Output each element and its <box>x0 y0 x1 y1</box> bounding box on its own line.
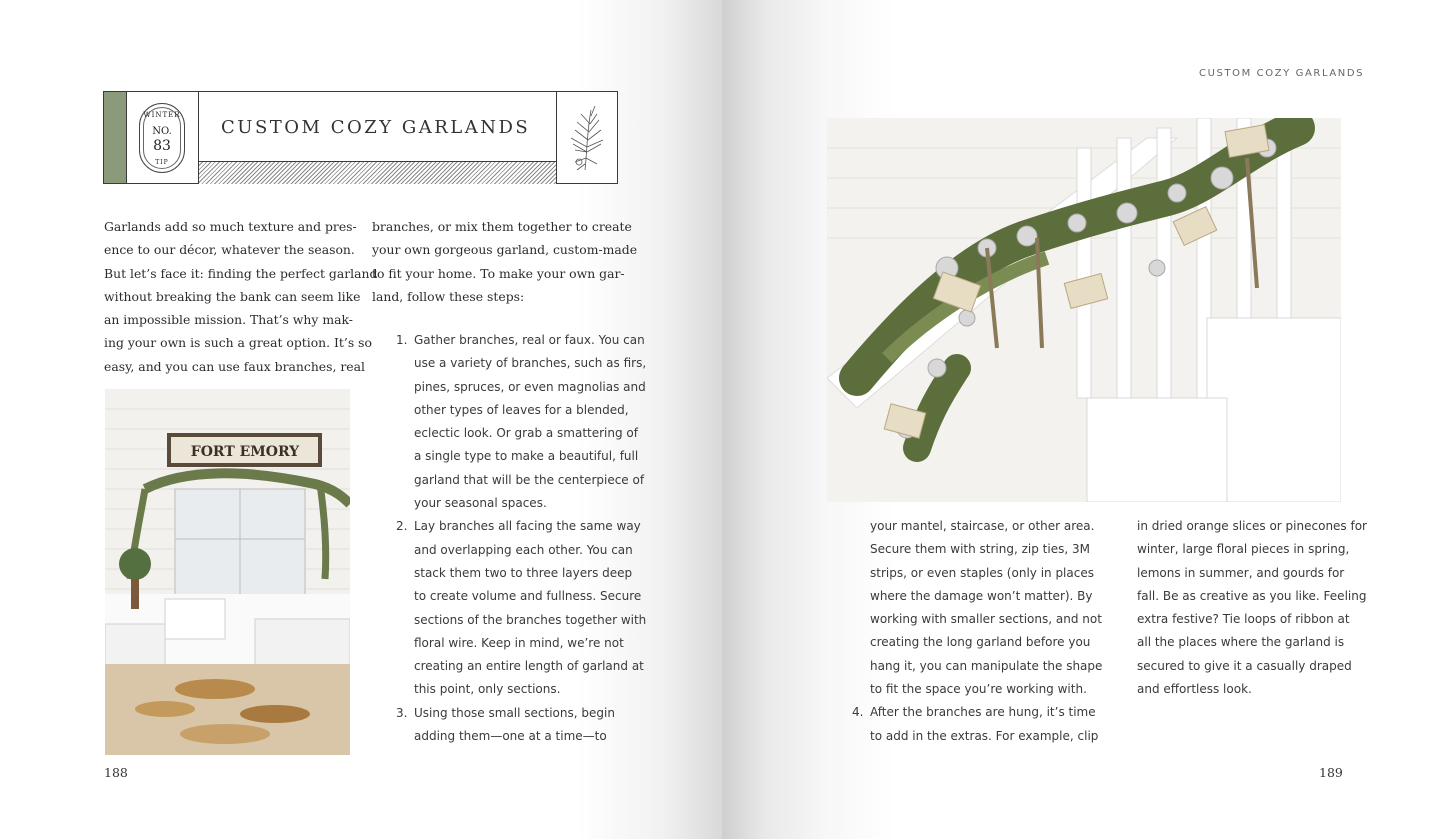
text-line: But let’s face it: finding the perfect garland <box>104 265 378 281</box>
chapter-header <box>103 91 618 184</box>
header-accent-bar <box>104 92 126 183</box>
step-line: floral wire. Keep in mind, we’re not <box>414 635 624 650</box>
badge-label-top: WINTER <box>143 111 181 119</box>
staircase-garland-photo <box>827 118 1341 502</box>
text-line: Garlands add so much texture and pres- <box>104 219 357 234</box>
step-line: use a variety of branches, such as firs, <box>414 356 647 371</box>
badge-cell <box>126 92 199 183</box>
step-4 <box>852 701 1099 748</box>
step-line: Using those small sections, begin <box>414 705 615 720</box>
step-line: a single type to make a beautiful, full <box>414 449 639 464</box>
sprig-cell <box>556 92 617 183</box>
step-line: adding them—one at a time—to <box>414 729 607 744</box>
badge-label-bottom: TIP <box>155 159 169 166</box>
text-line: land, follow these steps: <box>372 288 525 304</box>
text-line: ence to our décor, whatever the season. <box>104 242 355 258</box>
text-line: winter, large floral pieces in spring, <box>1137 542 1350 557</box>
text-line: branches, or mix them together to create <box>372 219 632 234</box>
right-column-2 <box>1137 515 1367 701</box>
step-line: eclectic look. Or grab a smattering of <box>414 426 638 441</box>
step-3 <box>396 702 624 749</box>
text-line: all the places where the garland is <box>1137 635 1345 650</box>
step-1 <box>396 329 647 515</box>
kitchen-garland-photo <box>105 389 350 755</box>
winter-tip-badge <box>139 103 185 173</box>
text-line: Secure them with string, zip ties, 3M <box>870 542 1090 557</box>
badge-number: 83 <box>153 138 171 154</box>
step-number: 1. <box>396 333 408 347</box>
step-line: this point, only sections. <box>414 682 561 697</box>
step-line: sections of the branches together with <box>414 612 647 627</box>
text-line: extra festive? Tie loops of ribbon at <box>1137 612 1350 627</box>
step-line: to create volume and fullness. Secure <box>414 589 642 604</box>
text-line: secured to give it a casually draped <box>1137 658 1352 673</box>
page-number-right: 189 <box>1319 765 1343 780</box>
text-line: lemons in summer, and gourds for <box>1137 565 1345 580</box>
step-number: 2. <box>396 519 408 534</box>
step-line: Gather branches, real or faux. You can <box>414 333 645 347</box>
steps-list <box>396 329 647 748</box>
text-line: fall. Be as creative as you like. Feeling <box>1137 588 1367 603</box>
text-line: working with smaller sections, and not <box>870 612 1102 627</box>
step-line: to add in the extras. For example, clip <box>870 728 1099 743</box>
step-line: stack them two to three layers deep <box>414 565 633 580</box>
left-column-1 <box>104 215 378 378</box>
step-line: Lay branches all facing the same way <box>414 519 641 534</box>
text-line: where the damage won’t matter). By <box>870 588 1093 603</box>
text-line: your own gorgeous garland, custom-made <box>372 242 638 258</box>
sign-text: FORT EMORY <box>190 444 300 460</box>
step-number: 4. <box>852 705 864 720</box>
text-line: ing your own is such a great option. It’s so <box>104 335 372 351</box>
step-line: After the branches are hung, it’s time <box>870 705 1096 720</box>
text-line: and effortless look. <box>1137 682 1252 697</box>
step-line: pines, spruces, or even magnolias and <box>414 379 646 394</box>
step-line: and overlapping each other. You can <box>414 542 633 557</box>
step-2 <box>396 515 647 701</box>
text-line: in dried orange slices or pinecones for <box>1137 519 1367 533</box>
text-line: easy, and you can use faux branches, real <box>104 358 365 374</box>
step-line: other types of leaves for a blended, <box>414 402 629 417</box>
hatch-band <box>199 162 556 184</box>
text-line: to fit your home. To make your own gar- <box>372 265 625 281</box>
text-line: to fit the space you’re working with. <box>870 682 1087 697</box>
chapter-title: CUSTOM COZY GARLANDS <box>221 117 531 138</box>
step-line: your seasonal spaces. <box>414 496 547 511</box>
step-line: garland that will be the centerpiece of <box>414 472 645 487</box>
step-line: creating an entire length of garland at <box>414 659 644 674</box>
badge-no: NO. <box>152 126 172 137</box>
right-column-1 <box>852 515 1103 748</box>
left-column-2 <box>372 215 638 308</box>
text-line: strips, or even staples (only in places <box>870 565 1094 580</box>
running-head: CUSTOM COZY GARLANDS <box>1199 68 1365 79</box>
text-line: an impossible mission. That’s why mak- <box>104 312 353 328</box>
step-number: 3. <box>396 705 408 720</box>
pine-sprig-icon <box>557 92 616 182</box>
page-number-left: 188 <box>104 765 128 780</box>
text-line: your mantel, staircase, or other area. <box>870 519 1095 533</box>
text-line: hang it, you can manipulate the shape <box>870 658 1103 673</box>
text-line: creating the long garland before you <box>870 635 1091 650</box>
title-cell <box>199 92 556 162</box>
text-line: without breaking the bank can seem like <box>104 288 361 304</box>
